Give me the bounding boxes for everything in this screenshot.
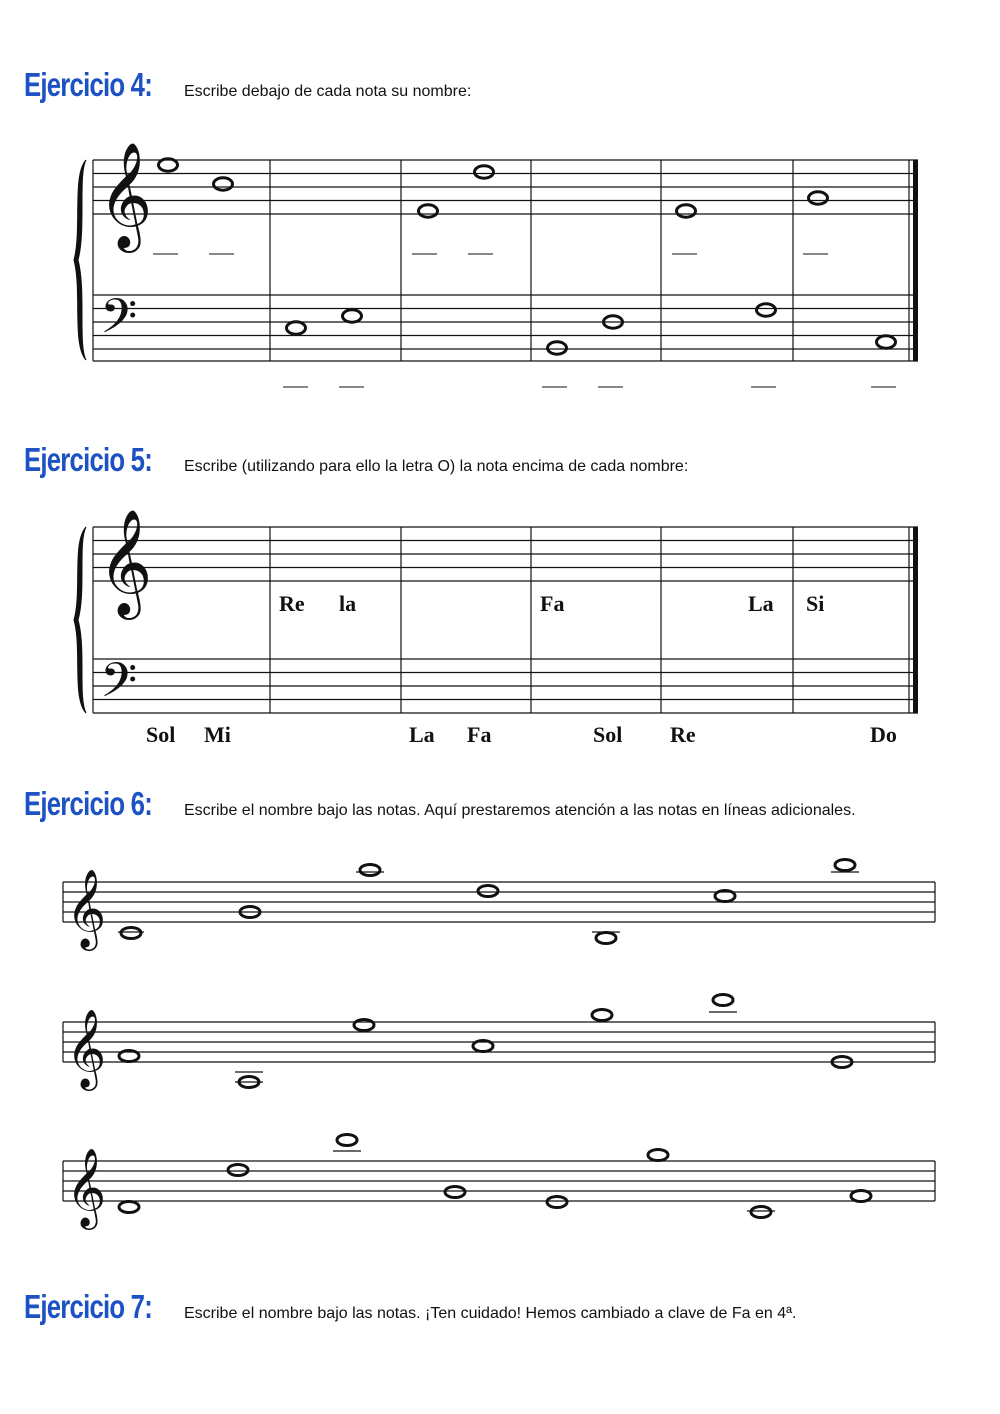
exercise-6-staff-3 — [63, 1135, 935, 1218]
exercise-4-grand-staff — [93, 159, 918, 387]
exercise-title: Ejercicio 6: — [24, 785, 152, 822]
note-name: Fa — [540, 591, 565, 616]
note-name: la — [339, 591, 357, 616]
note-name: Mi — [204, 722, 231, 747]
bass-clef-icon: 𝄢 — [100, 288, 138, 356]
grand-staff-brace-icon — [74, 160, 86, 360]
treble-clef-icon: 𝄞 — [66, 1009, 107, 1088]
note-name: Sol — [146, 722, 176, 747]
note-name: La — [748, 591, 774, 616]
exercise-4-answer-blanks[interactable] — [153, 254, 896, 387]
exercise-title: Ejercicio 4: — [24, 66, 152, 103]
exercise-instruction: Escribe el nombre bajo las notas. Aquí prestaremos atención a las notas en líneas adicionales. — [184, 802, 856, 819]
note-name: La — [409, 722, 435, 747]
exercise-instruction: Escribe el nombre bajo las notas. ¡Ten cuidado! Hemos cambiado a clave de Fa en 4ª. — [184, 1305, 797, 1322]
note-name: Re — [670, 722, 696, 747]
treble-clef-icon: 𝄞 — [66, 1148, 107, 1227]
note-name: Do — [870, 722, 897, 747]
treble-clef-icon: 𝄞 — [98, 508, 153, 615]
grand-staff-brace-icon — [74, 527, 86, 713]
exercise-6-staff-2 — [63, 995, 935, 1088]
exercise-6-staff-1 — [63, 860, 935, 944]
note-name: Sol — [593, 722, 623, 747]
note-name: Re — [279, 591, 305, 616]
exercise-title: Ejercicio 7: — [24, 1288, 152, 1325]
treble-clef-icon: 𝄞 — [66, 869, 107, 948]
exercise-5-bass-names — [146, 722, 897, 747]
exercise-5-grand-staff — [93, 527, 918, 713]
exercise-4-notes — [159, 159, 896, 354]
bass-clef-icon: 𝄢 — [100, 652, 138, 720]
exercise-instruction: Escribe (utilizando para ello la letra O) la nota encima de cada nombre: — [184, 458, 689, 475]
exercise-instruction: Escribe debajo de cada nota su nombre: — [184, 83, 472, 100]
note-name: Si — [806, 591, 825, 616]
exercise-title: Ejercicio 5: — [24, 441, 152, 478]
exercise-5-treble-names — [279, 591, 824, 616]
treble-clef-icon: 𝄞 — [98, 141, 153, 248]
note-name: Fa — [467, 722, 492, 747]
